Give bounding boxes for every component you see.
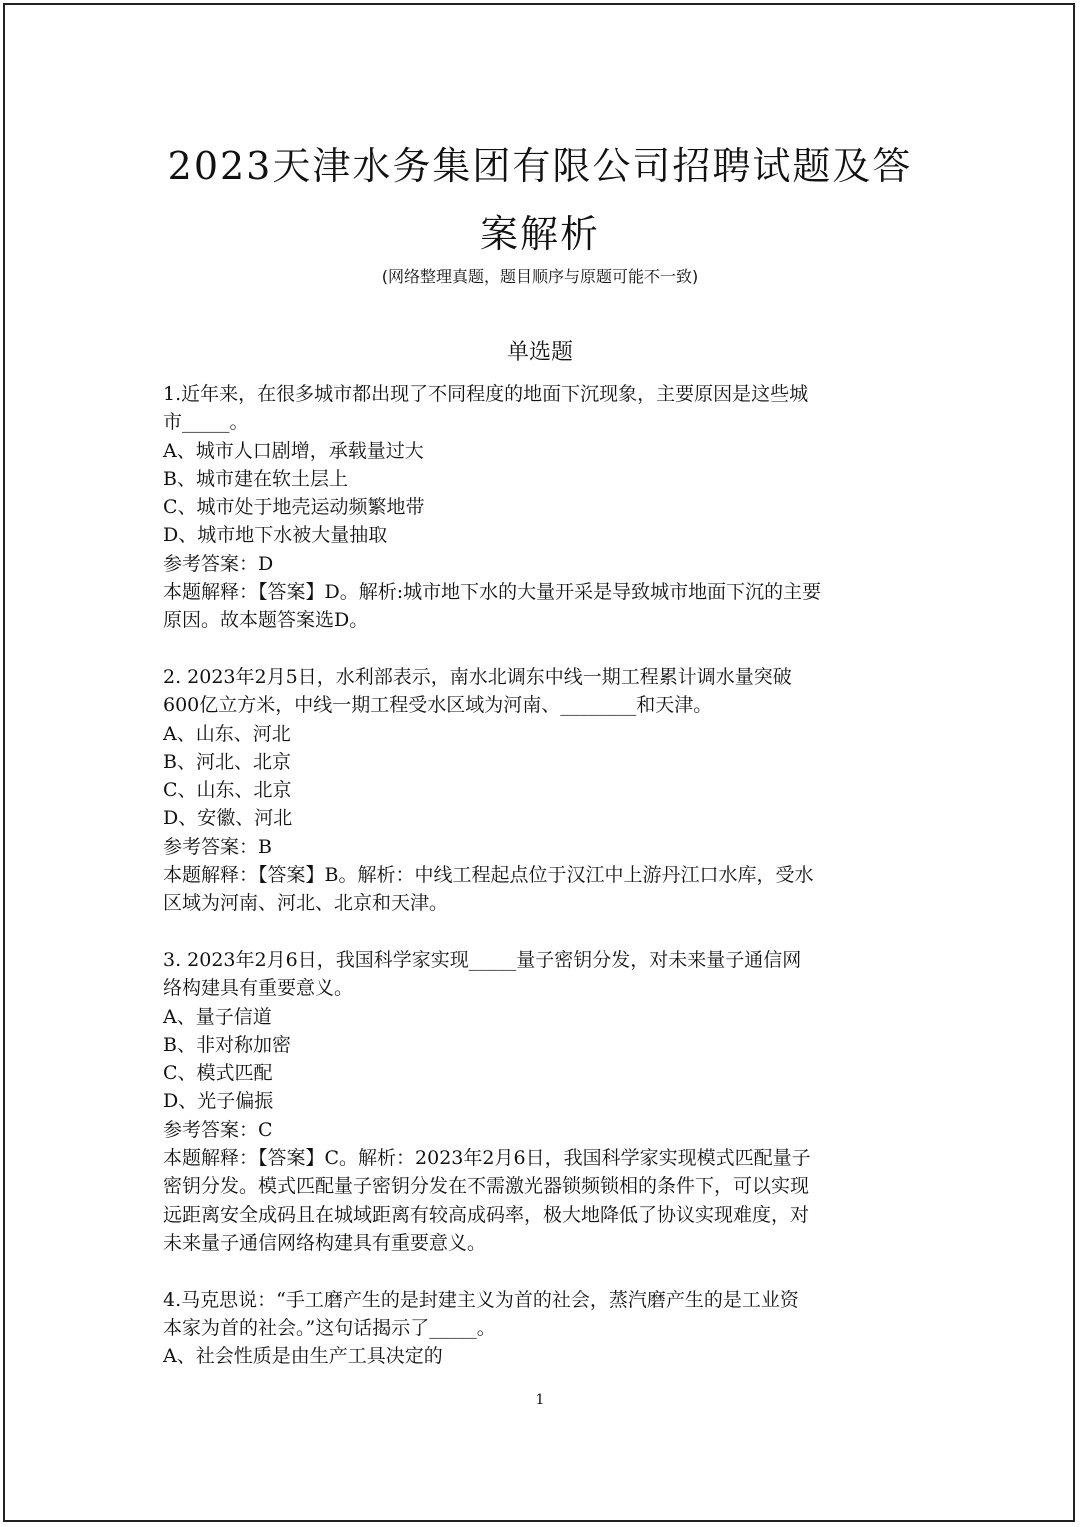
question-stem-line: 2. 2023年2月5日，水利部表示，南水北调东中线一期工程累计调水量突破 [163,665,792,688]
option-b: B、河北、北京 [163,750,291,773]
option-d: D、安徽、河北 [163,807,293,830]
question-1 [163,380,919,635]
explanation-line: 本题解释：【答案】C。解析：2023年2月6日，我国科学家实现模式匹配量子 [163,1147,811,1170]
section-title: 单选题 [506,340,573,365]
document-title-line-1: 2023天津水务集团有限公司招聘试题及答 [167,144,913,188]
explanation-line: 本题解释：【答案】B。解析：中线工程起点位于汉江中上游丹江口水库，受水 [163,864,814,887]
question-stem-line: 本家为首的社会。”这句话揭示了_____。 [163,1316,496,1339]
explanation-line: 密钥分发。模式匹配量子密钥分发在不需激光器锁频锁相的条件下，可以实现 [163,1175,810,1198]
option-d: D、城市地下水被大量抽取 [163,524,388,547]
option-b: B、城市建在软土层上 [163,467,348,490]
option-a: A、山东、河北 [163,722,291,745]
option-b: B、非对称加密 [163,1033,291,1056]
question-stem-line: 市_____。 [163,411,249,434]
explanation-line: 原因。故本题答案选D。 [163,609,369,632]
document-subtitle: (网络整理真题，题目顺序与原题可能不一致) [381,267,699,286]
option-c: C、模式匹配 [163,1062,273,1085]
question-stem-line: 3. 2023年2月6日，我国科学家实现_____量子密钥分发，对未来量子通信网 [163,948,802,971]
question-4 [163,1286,919,1371]
explanation-line: 区域为河南、河北、北京和天津。 [163,892,449,915]
document-title-line-2: 案解析 [479,212,600,256]
option-a: A、城市人口剧增，承载量过大 [163,439,424,462]
question-stem-line: 络构建具有重要意义。 [163,977,354,1000]
explanation-line: 远距离安全成码且在城域距离有较高成码率，极大地降低了协议实现难度，对 [163,1203,810,1226]
question-stem-line: 1.近年来，在很多城市都出现了不同程度的地面下沉现象，主要原因是这些城 [163,383,809,405]
page-number: 1 [535,1392,545,1408]
reference-answer: 参考答案：C [163,1118,273,1141]
option-c: C、山东、北京 [163,779,292,802]
question-3 [163,946,919,1257]
option-c: C、城市处于地壳运动频繁地带 [163,496,425,519]
reference-answer: 参考答案：B [163,835,272,858]
option-a: A、社会性质是由生产工具决定的 [163,1345,443,1368]
option-d: D、光子偏振 [163,1090,274,1113]
question-list [163,380,919,1370]
question-2 [163,663,919,918]
question-stem-line: 600亿立方米，中线一期工程受水区域为河南、________和天津。 [163,694,713,717]
reference-answer: 参考答案：D [163,552,274,575]
spacer [163,635,919,663]
option-a: A、量子信道 [163,1005,272,1028]
question-stem-line: 4.马克思说：“手工磨产生的是封建主义为首的社会，蒸汽磨产生的是工业资 [163,1288,799,1311]
spacer [163,918,919,946]
spacer [163,1257,919,1285]
explanation-line: 未来量子通信网络构建具有重要意义。 [163,1231,487,1254]
explanation-line: 本题解释：【答案】D。解析:城市地下水的大量开采是导致城市地面下沉的主要 [163,581,822,604]
